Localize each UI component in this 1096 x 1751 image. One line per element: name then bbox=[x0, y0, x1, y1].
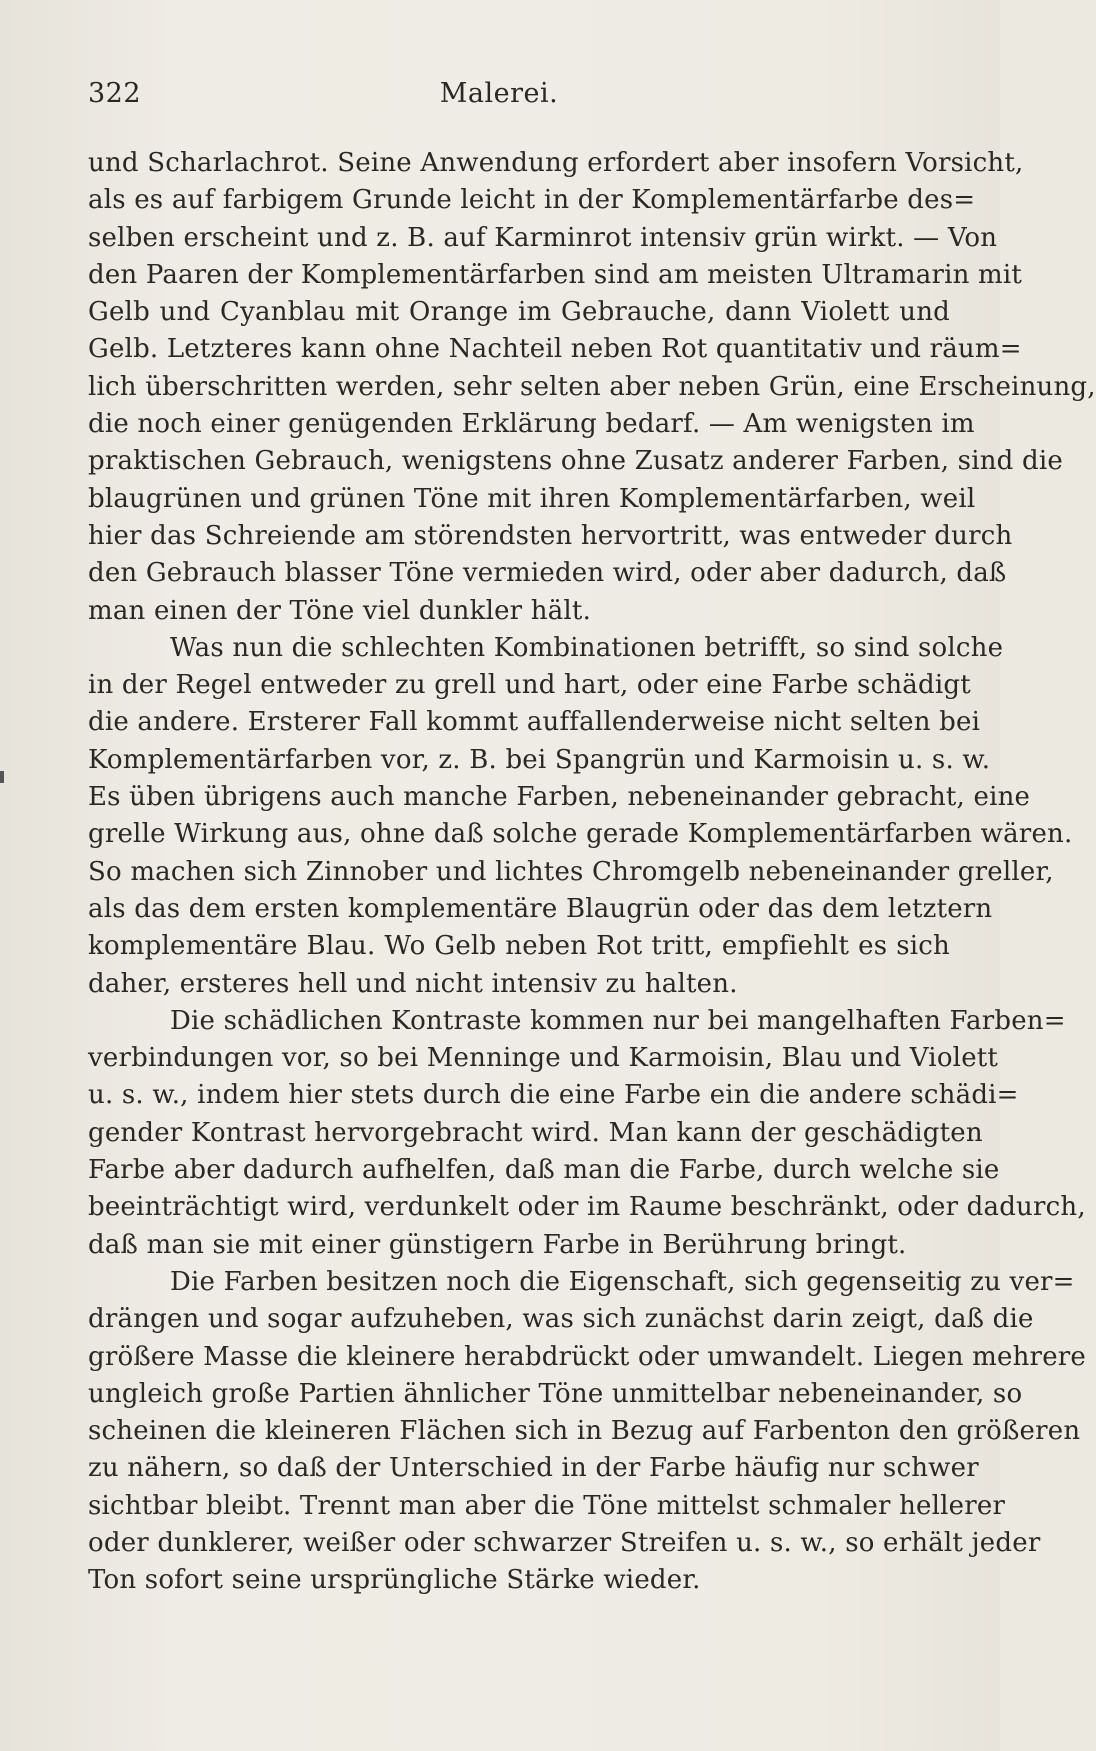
text-line: lich überschritten werden, sehr selten aber neben Grün, eine Erscheinung, bbox=[88, 371, 1096, 402]
text-line: verbindungen vor, so bei Menninge und Karmoisin, Blau und Violett bbox=[88, 1043, 999, 1074]
text-line: drängen und sogar aufzuheben, was sich zunächst darin zeigt, daß die bbox=[88, 1304, 1034, 1335]
text-line: Was nun die schlechten Kombinationen betrifft, so sind solche bbox=[170, 632, 1004, 663]
text-line: den Paaren der Komplementärfarben sind am meisten Ultramarin mit bbox=[88, 259, 1023, 290]
text-line: ungleich große Partien ähnlicher Töne unmittelbar nebeneinander, so bbox=[88, 1378, 1023, 1409]
text-line: u. s. w., indem hier stets durch die eine Farbe ein die andere schädi= bbox=[88, 1080, 1019, 1111]
page-number: 322 bbox=[88, 78, 142, 109]
text-line: zu nähern, so daß der Unterschied in der Farbe häufig nur schwer bbox=[88, 1453, 979, 1484]
page-header bbox=[88, 78, 910, 118]
text-line: So machen sich Zinnober und lichtes Chromgelb nebeneinander greller, bbox=[88, 856, 1054, 887]
text-line: daß man sie mit einer günstigern Farbe in Berührung bringt. bbox=[88, 1229, 907, 1260]
text-line: beeinträchtigt wird, verdunkelt oder im Raume beschränkt, oder dadurch, bbox=[88, 1192, 1086, 1223]
text-line: scheinen die kleineren Flächen sich in Bezug auf Farbenton den größeren bbox=[88, 1416, 1081, 1447]
text-line: Farbe aber dadurch aufhelfen, daß man die Farbe, durch welche sie bbox=[88, 1155, 1000, 1186]
text-line: als es auf farbigem Grunde leicht in der Komplementärfarbe des= bbox=[88, 185, 976, 216]
text-line: Gelb. Letzteres kann ohne Nachteil neben Rot quantitativ und räum= bbox=[88, 334, 1022, 365]
text-line: und Scharlachrot. Seine Anwendung erfordert aber insofern Vorsicht, bbox=[88, 148, 1024, 178]
text-line: größere Masse die kleinere herabdrückt oder umwandelt. Liegen mehrere bbox=[88, 1341, 1086, 1372]
running-head: Malerei. bbox=[439, 78, 559, 109]
text-line: Die Farben besitzen noch die Eigenschaft, sich gegenseitig zu ver= bbox=[170, 1266, 1075, 1297]
paragraph bbox=[88, 1264, 1086, 1600]
text-line: daher, ersteres hell und nicht intensiv zu halten. bbox=[88, 968, 738, 999]
text-line: blaugrünen und grünen Töne mit ihren Komplementärfarben, weil bbox=[88, 483, 976, 514]
margin-mark bbox=[0, 771, 4, 783]
text-line: den Gebrauch blasser Töne vermieden wird, oder aber dadurch, daß bbox=[88, 558, 1007, 589]
text-line: Gelb und Cyanblau mit Orange im Gebrauche, dann Violett und bbox=[88, 297, 950, 328]
text-line: hier das Schreiende am störendsten hervortritt, was entweder durch bbox=[88, 520, 1013, 551]
paragraph bbox=[88, 145, 1096, 630]
text-line: oder dunklerer, weißer oder schwarzer Streifen u. s. w., so erhält jeder bbox=[88, 1527, 1041, 1558]
text-line: komplementäre Blau. Wo Gelb neben Rot tritt, empfiehlt es sich bbox=[88, 931, 950, 962]
text-line: die noch einer genügenden Erklärung bedarf. — Am wenigsten im bbox=[88, 409, 975, 440]
text-line: sichtbar bleibt. Trennt man aber die Töne mittelst schmaler hellerer bbox=[88, 1490, 1006, 1521]
text-line: Es üben übrigens auch manche Farben, nebeneinander gebracht, eine bbox=[88, 782, 1031, 813]
text-line: gender Kontrast hervorgebracht wird. Man kann der geschädigten bbox=[88, 1117, 983, 1148]
text-line: Ton sofort seine ursprüngliche Stärke wieder. bbox=[88, 1565, 701, 1596]
text-line: selben erscheint und z. B. auf Karminrot intensiv grün wirkt. — Von bbox=[88, 222, 998, 253]
text-line: man einen der Töne viel dunkler hält. bbox=[88, 595, 592, 626]
text-line: Komplementärfarben vor, z. B. bei Spangrün und Karmoisin u. s. w. bbox=[88, 744, 991, 775]
text-line: grelle Wirkung aus, ohne daß solche gerade Komplementärfarben wären. bbox=[88, 819, 1073, 850]
body-text bbox=[88, 145, 1096, 1600]
text-line: in der Regel entweder zu grell und hart, oder eine Farbe schädigt bbox=[88, 670, 971, 701]
paragraph bbox=[88, 630, 1073, 1003]
text-line: als das dem ersten komplementäre Blaugrün oder das dem letztern bbox=[88, 893, 993, 924]
text-line: die andere. Ersterer Fall kommt auffallenderweise nicht selten bei bbox=[88, 707, 981, 738]
text-line: praktischen Gebrauch, wenigstens ohne Zusatz anderer Farben, sind die bbox=[88, 446, 1063, 477]
text-line: Die schädlichen Kontraste kommen nur bei mangelhaften Farben= bbox=[170, 1005, 1066, 1036]
paragraph bbox=[88, 1003, 1086, 1264]
